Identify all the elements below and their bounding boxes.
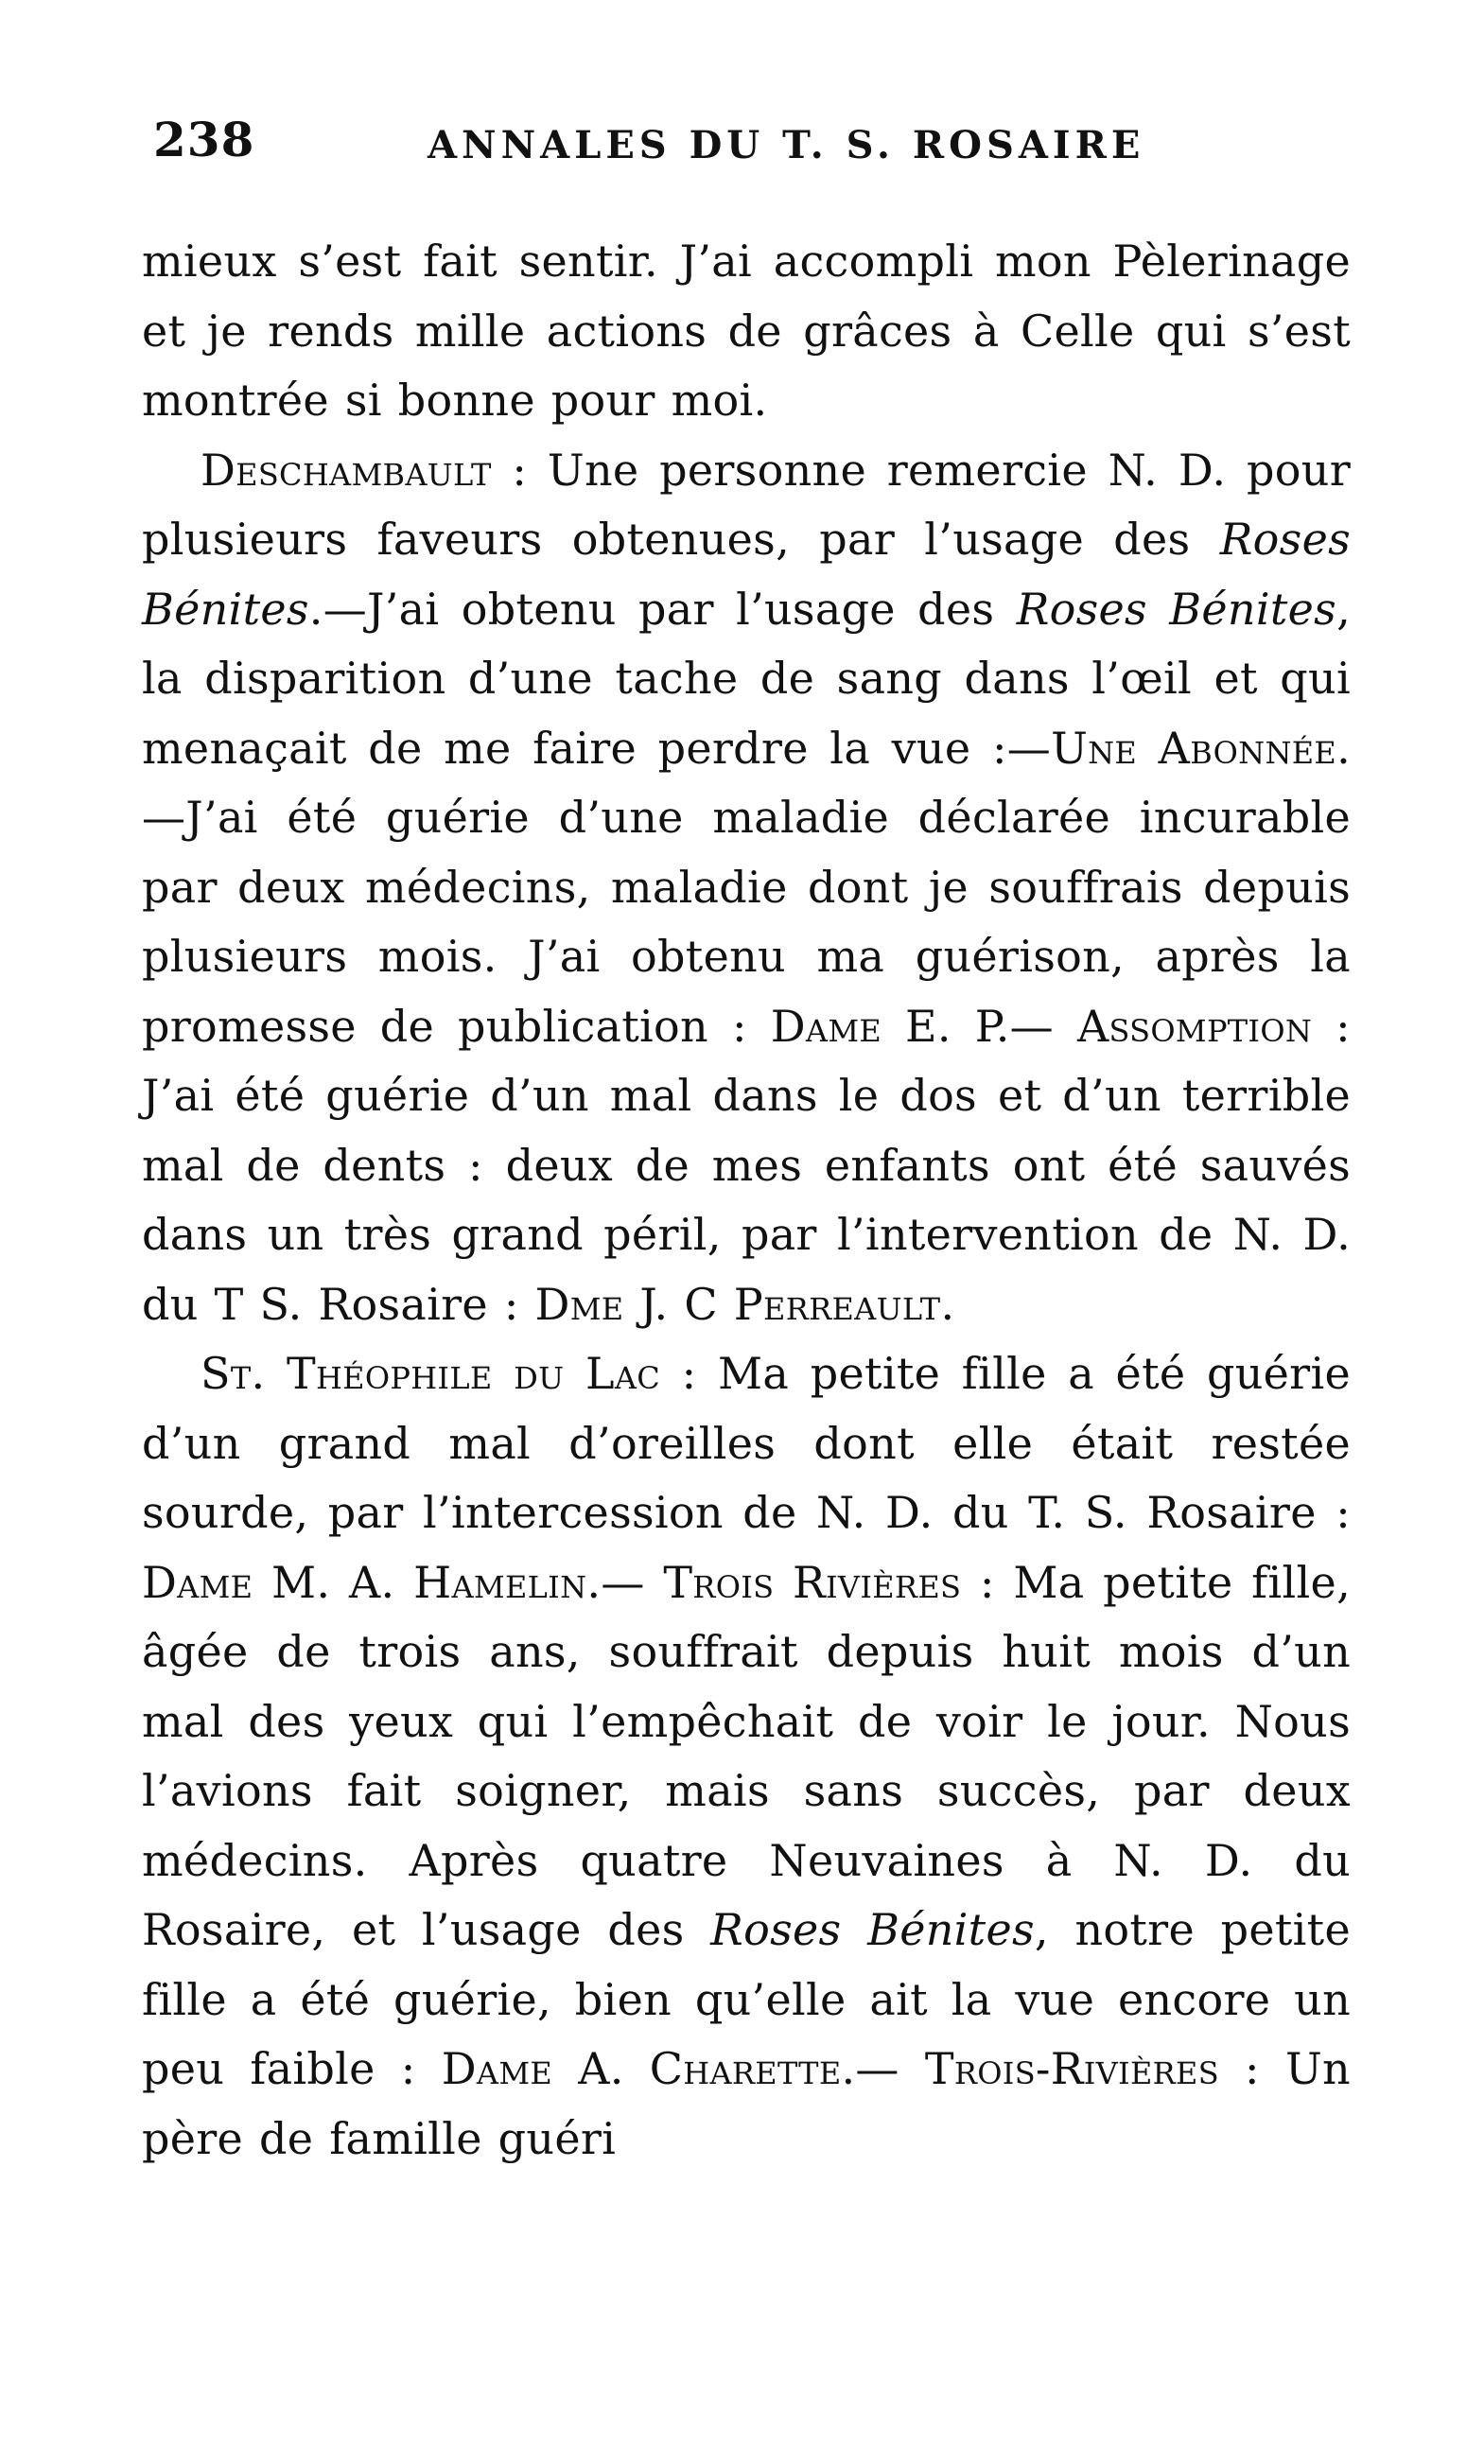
text-run: — bbox=[1009, 1000, 1077, 1052]
text-run: : Un père de famille guéri bbox=[142, 2043, 1351, 2164]
place-name: Assomption bbox=[1076, 1000, 1313, 1052]
place-name: St. Théophile du Lac bbox=[201, 1348, 661, 1399]
text-run: .—J’ai obtenu par l’usage des bbox=[308, 583, 1017, 635]
place-name: Trois-Rivières bbox=[924, 2043, 1219, 2094]
page-header bbox=[153, 112, 1336, 187]
signature: Dame A. Charette bbox=[441, 2043, 842, 2094]
page-body bbox=[142, 227, 1351, 2174]
place-name: Trois Rivières bbox=[663, 1556, 962, 1608]
text-run: .— bbox=[841, 2043, 925, 2094]
text-run: : Une personne remercie N. D. pour plusieurs faveurs obtenues, par l’usage des bbox=[142, 444, 1351, 565]
italic-term: Roses Bénites bbox=[1016, 583, 1337, 635]
signature: Dame M. A. Hamelin bbox=[142, 1556, 587, 1608]
text-run: . bbox=[940, 1278, 955, 1330]
text-run: mieux s’est fait sentir. J’ai accompli mon Pèlerinage et je rends mille actions de grâces à Celle qui s’est montrée si bonne pour moi. bbox=[142, 236, 1351, 426]
place-name: Deschambault bbox=[201, 444, 492, 496]
text-run: : J’ai été guérie d’un mal dans le dos et d’un terrible mal de dents : deux de mes enfants ont été sauvés dans un très grand péril, par l’intervention de N. D. du T S. Rosaire : bbox=[142, 1000, 1351, 1330]
paragraph-st-theophile bbox=[142, 1339, 1351, 2174]
text-run: .—J’ai été guérie d’une maladie déclarée incurable par deux médecins, maladie dont je souffrais depuis plusieurs mois. J’ai obtenu ma guérison, après la promesse de publication : bbox=[142, 722, 1351, 1052]
page-number: 238 bbox=[153, 112, 255, 167]
signature: Une Abonnée bbox=[1051, 722, 1337, 774]
paragraph-deschambault bbox=[142, 436, 1351, 1340]
text-run: : Ma petite fille, âgée de trois ans, souffrait depuis huit mois d’un mal des yeux qui l’empêchait de voir le jour. Nous l’avions fait soigner, mais sans succès, par deux médecins. Après quatre Neuvaines à N. D. du Rosaire, et l’usage des bbox=[142, 1556, 1351, 1955]
text-run: .— bbox=[586, 1556, 664, 1608]
paragraph-continuation bbox=[142, 227, 1351, 436]
italic-term: Roses Bénites bbox=[710, 1904, 1035, 1955]
text-run: , notre petite fille a été guérie, bien qu’elle ait la vue encore un peu faible : bbox=[142, 1904, 1351, 2094]
signature: Dme J. C Perreault bbox=[534, 1278, 941, 1330]
text-run: , la disparition d’une tache de sang dans l’œil et qui menaçait de me faire perdre la vue :— bbox=[142, 583, 1352, 774]
text-run: : Ma petite fille a été guérie d’un grand mal d’oreilles dont elle était restée sourde, par l’intercession de N. D. du T. S. Rosaire : bbox=[142, 1348, 1351, 1538]
signature: Dame E. P. bbox=[770, 1000, 1010, 1052]
italic-term: Roses Bénites bbox=[142, 514, 1351, 635]
running-title: ANNALES DU T. S. ROSAIRE bbox=[428, 123, 1145, 167]
